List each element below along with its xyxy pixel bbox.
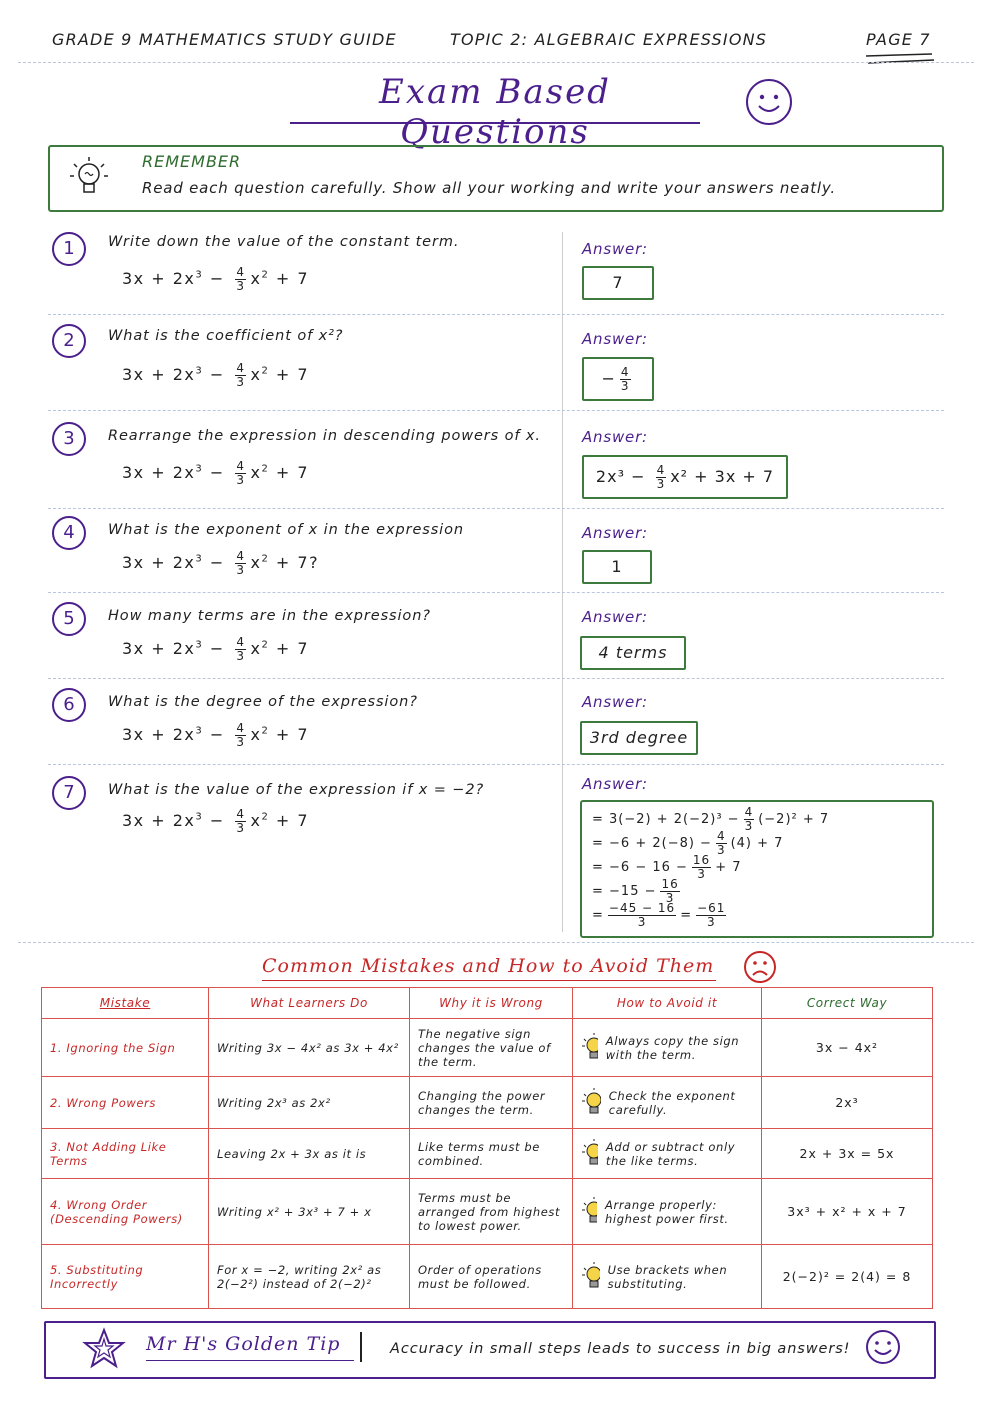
smiley-face-icon (864, 1328, 902, 1366)
question-text: What is the exponent of x in the expression (108, 522, 464, 538)
correct-way-cell: 2x + 3x = 5x (762, 1129, 933, 1179)
answer-label: Answer: (582, 428, 648, 446)
how-to-avoid-cell: Add or subtract only the like terms. (573, 1129, 762, 1179)
answer-label: Answer: (582, 240, 648, 258)
correct-way-cell: 3x³ + x² + x + 7 (762, 1179, 933, 1245)
tip-divider (360, 1332, 362, 1362)
expression: $3x + 2x^3$ − $\frac{4}{3}$ $x^2 + 7$ (122, 721, 310, 749)
golden-tip-text: Accuracy in small steps leads to success in big answers! (390, 1341, 851, 1357)
mistake-cell: 4. Wrong Order (Descending Powers) (42, 1179, 209, 1245)
lightbulb-icon (581, 1031, 598, 1065)
question-number: 7 (52, 776, 86, 810)
expression: $3x + 2x^3$ − $\frac{4}{3}$ $x^2 + 7$ (122, 635, 310, 663)
answer-label: Answer: (582, 693, 648, 711)
working-line: = −6 + 2(−8) − $\frac{4}{3}$ (4) + 7 (592, 829, 784, 857)
question-number: 5 (52, 602, 86, 636)
answer-label: Answer: (582, 330, 648, 348)
question-text: What is the value of the expression if x = −2? (108, 782, 485, 798)
answer-label: Answer: (582, 524, 648, 542)
expression: $3x + 2x^3$ − $\frac{4}{3}$ $x^2 + 7$ (122, 265, 310, 293)
why-wrong-cell: Like terms must be combined. (410, 1129, 573, 1179)
mistakes-title-underline (262, 980, 716, 981)
section-divider (18, 942, 974, 943)
tip-title-underline (146, 1360, 354, 1361)
working-line: = −6 − 16 − $\frac{16}{3}$ + 7 (592, 853, 742, 881)
mistake-cell: 3. Not Adding Like Terms (42, 1129, 209, 1179)
question-text: What is the degree of the expression? (108, 694, 418, 710)
table-row (42, 1129, 933, 1179)
remember-text: Read each question carefully. Show all your working and write your answers neatly. (142, 179, 836, 197)
column-header: Mistake (42, 988, 209, 1019)
question-number: 3 (52, 422, 86, 456)
remember-title: REMEMBER (142, 152, 242, 171)
lightbulb-icon (581, 1195, 597, 1229)
title-underline (290, 122, 700, 124)
why-wrong-cell: Terms must be arranged from highest to lowest power. (410, 1179, 573, 1245)
smiley-face-icon (744, 77, 794, 127)
question-text: How many terms are in the expression? (108, 608, 431, 624)
topic-title: TOPIC 2: ALGEBRAIC EXPRESSIONS (450, 30, 768, 49)
question-number: 1 (52, 232, 86, 266)
column-header: Correct Way (762, 988, 933, 1019)
question-text: Write down the value of the constant term. (108, 234, 460, 250)
column-header: Why it is Wrong (410, 988, 573, 1019)
why-wrong-cell: Order of operations must be followed. (410, 1245, 573, 1309)
how-to-avoid-cell: Arrange properly: highest power first. (573, 1179, 762, 1245)
mistake-cell: 5. Substituting Incorrectly (42, 1245, 209, 1309)
sad-face-icon (742, 949, 778, 985)
column-header: What Learners Do (209, 988, 410, 1019)
answer-label: Answer: (582, 775, 648, 793)
question-divider (48, 592, 944, 593)
mistake-cell: 2. Wrong Powers (42, 1077, 209, 1129)
answer-box: 4 terms (580, 636, 686, 670)
question-number: 6 (52, 688, 86, 722)
lightbulb-icon (581, 1086, 601, 1120)
expression: $3x + 2x^3$ − $\frac{4}{3}$ $x^2 + 7$ (122, 807, 310, 835)
question-text: Rearrange the expression in descending powers of x. (108, 428, 541, 444)
table-header-row (42, 988, 933, 1019)
learners-do-cell: Writing x² + 3x³ + 7 + x (209, 1179, 410, 1245)
expression: $3x + 2x^3$ − $\frac{4}{3}$ $x^2 + 7$? (122, 549, 320, 577)
working-line: = 3(−2) + 2(−2)³ − $\frac{4}{3}$ (−2)² + 7 (592, 805, 830, 833)
page-number: PAGE 7 (866, 30, 931, 49)
lightbulb-icon (64, 152, 114, 202)
answer-box: 7 (582, 266, 654, 300)
how-to-avoid-cell: Use brackets when substituting. (573, 1245, 762, 1309)
question-number: 2 (52, 324, 86, 358)
how-to-avoid-cell: Check the exponent carefully. (573, 1077, 762, 1129)
star-icon (82, 1327, 126, 1369)
page-underline (864, 52, 936, 66)
answer-box: 1 (582, 550, 652, 584)
answer-box: 3rd degree (580, 721, 698, 755)
answer-box: 2x³ − $\frac{4}{3}$ x² + 3x + 7 (582, 455, 788, 499)
page-title: Exam Based Questions (379, 72, 611, 152)
table-row (42, 1077, 933, 1129)
answer-column-divider (562, 232, 563, 932)
how-to-avoid-cell: Always copy the sign with the term. (573, 1019, 762, 1077)
working-line: = $\frac{-45 - 16}{3}$ = $\frac{-61}{3}$ (592, 901, 726, 929)
expression: $3x + 2x^3$ − $\frac{4}{3}$ $x^2 + 7$ (122, 459, 310, 487)
answer-label: Answer: (582, 608, 648, 626)
question-divider (48, 764, 944, 765)
golden-tip-title: Mr H's Golden Tip (146, 1333, 341, 1355)
table-row (42, 1245, 933, 1309)
column-header: How to Avoid it (573, 988, 762, 1019)
question-number: 4 (52, 516, 86, 550)
question-divider (48, 314, 944, 315)
table-row (42, 1179, 933, 1245)
question-divider (48, 678, 944, 679)
working-line: = −15 − $\frac{16}{3}$ (592, 877, 679, 905)
mistakes-title: Common Mistakes and How to Avoid Them (262, 955, 715, 977)
learners-do-cell: Leaving 2x + 3x as it is (209, 1129, 410, 1179)
lightbulb-icon (581, 1260, 600, 1294)
mistake-cell: 1. Ignoring the Sign (42, 1019, 209, 1077)
correct-way-cell: 3x − 4x² (762, 1019, 933, 1077)
learners-do-cell: Writing 3x − 4x² as 3x + 4x² (209, 1019, 410, 1077)
header-divider (18, 62, 974, 63)
why-wrong-cell: Changing the power changes the term. (410, 1077, 573, 1129)
correct-way-cell: 2x³ (762, 1077, 933, 1129)
answer-box: − $\frac{4}{3}$ (582, 357, 654, 401)
question-divider (48, 508, 944, 509)
learners-do-cell: Writing 2x³ as 2x² (209, 1077, 410, 1129)
correct-way-cell: 2(−2)² = 2(4) = 8 (762, 1245, 933, 1309)
learners-do-cell: For x = −2, writing 2x² as 2(−2²) instead of 2(−2)² (209, 1245, 410, 1309)
table-row (42, 1019, 933, 1077)
question-divider (48, 410, 944, 411)
guide-title: GRADE 9 MATHEMATICS STUDY GUIDE (52, 30, 397, 49)
question-text: What is the coefficient of x²? (108, 328, 344, 344)
expression: $3x + 2x^3$ − $\frac{4}{3}$ $x^2 + 7$ (122, 361, 310, 389)
why-wrong-cell: The negative sign changes the value of the term. (410, 1019, 573, 1077)
lightbulb-icon (581, 1137, 598, 1171)
mistakes-table (41, 987, 933, 1309)
